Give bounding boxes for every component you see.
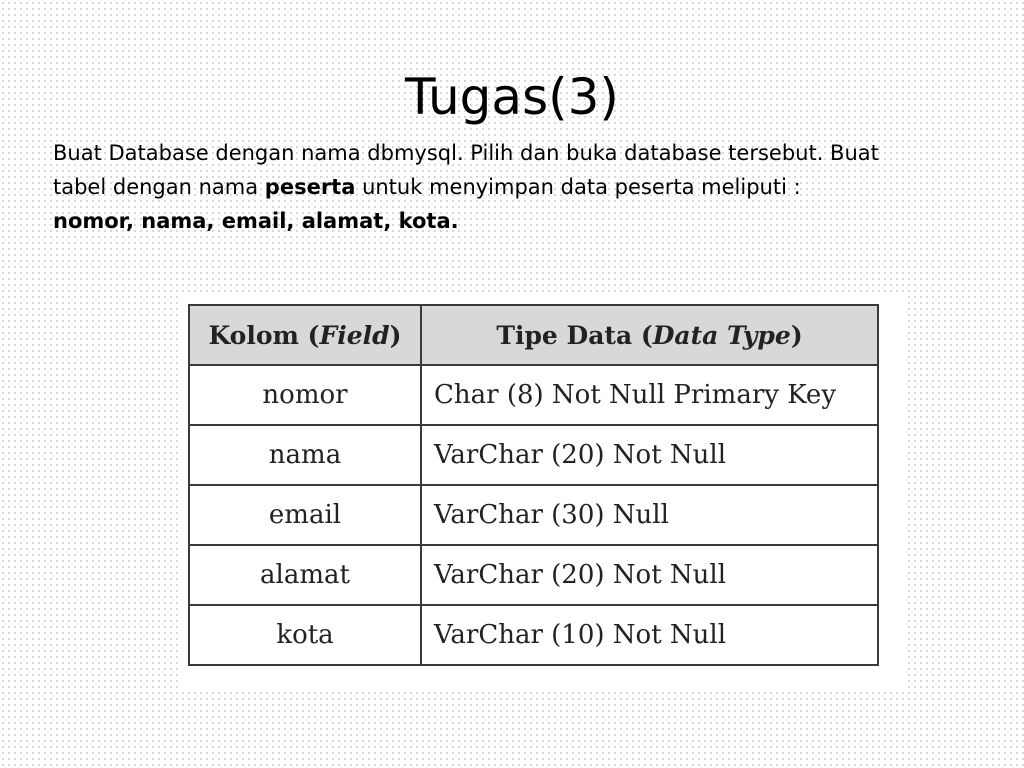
description-line-3	[53, 204, 983, 238]
type-cell: Char (8) Not Null Primary Key	[421, 365, 878, 425]
table-row	[189, 365, 878, 425]
table-row	[189, 545, 878, 605]
type-cell: VarChar (20) Not Null	[421, 545, 878, 605]
field-cell: alamat	[189, 545, 421, 605]
table-name-bold: peserta	[264, 175, 356, 199]
description-line-1: Buat Database dengan nama dbmysql. Pilih dan buka database tersebut. Buat	[53, 141, 879, 165]
table-row	[189, 485, 878, 545]
description-line-2-suffix: untuk menyimpan data peserta meliputi :	[355, 175, 801, 199]
table-header-row	[189, 305, 878, 365]
field-cell: nomor	[189, 365, 421, 425]
header-type: Tipe Data (Data Type)	[421, 305, 878, 365]
field-cell: email	[189, 485, 421, 545]
type-cell: VarChar (10) Not Null	[421, 605, 878, 665]
field-definition-table	[188, 304, 879, 666]
description-line-2-prefix: tabel dengan nama	[53, 175, 265, 199]
header-field: Kolom (Field)	[189, 305, 421, 365]
slide-title: Tugas(3)	[405, 68, 619, 126]
type-cell: VarChar (20) Not Null	[421, 425, 878, 485]
table-row	[189, 425, 878, 485]
field-cell: nama	[189, 425, 421, 485]
field-list-bold: nomor, nama, email, alamat, kota.	[53, 209, 459, 233]
type-cell: VarChar (30) Null	[421, 485, 878, 545]
task-description	[53, 136, 983, 238]
field-cell: kota	[189, 605, 421, 665]
description-line-2	[53, 170, 983, 204]
table-row	[189, 605, 878, 665]
